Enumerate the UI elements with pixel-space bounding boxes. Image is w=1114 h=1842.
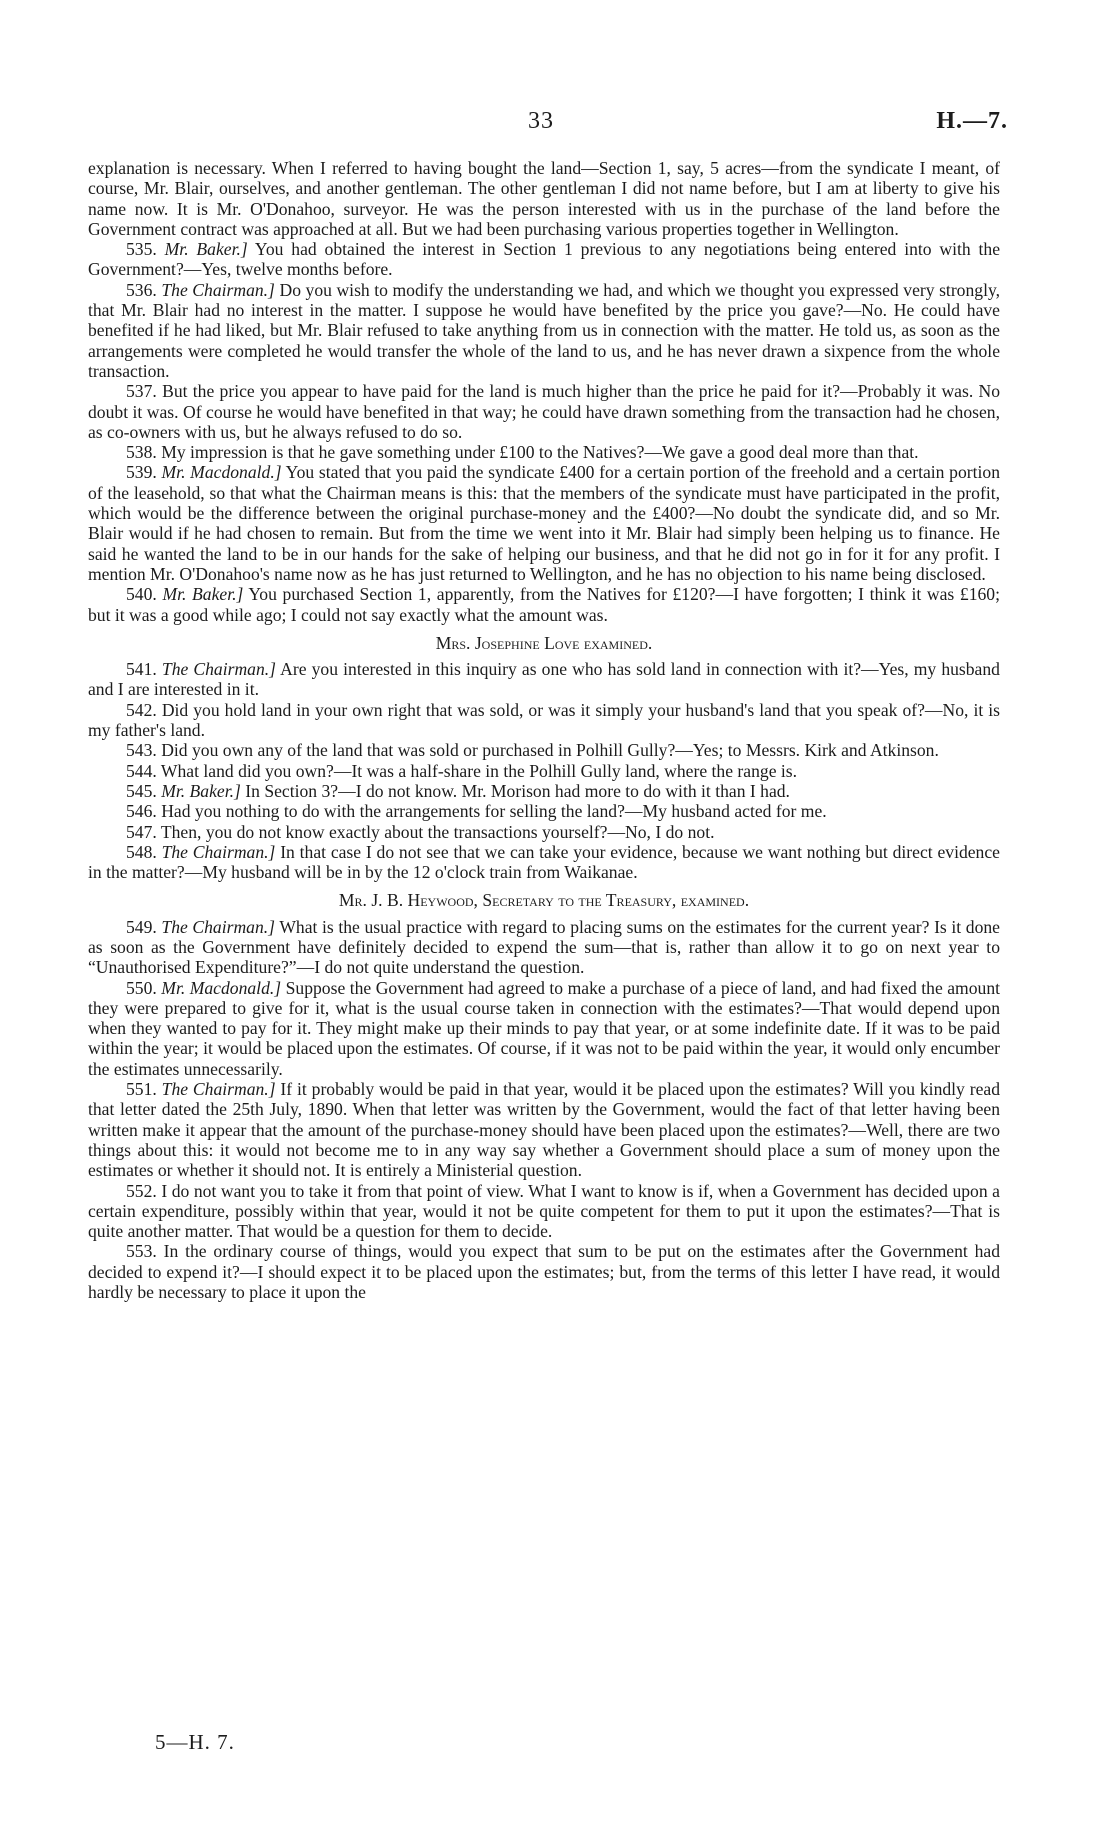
speaker: The Chairman.]: [161, 659, 277, 680]
question-number: 543.: [126, 740, 157, 761]
question-text: What is the usual practice with regard to placing sums on the estimates for the current year? Is it done as soon as the Government have definitely decided to expend the sum—that is, rather than allow it to go on next year to “Unauthorised Expenditure?”—I do not quite understand the question.: [88, 916, 1000, 978]
question-number: 552.: [126, 1180, 157, 1201]
question-text: My impression is that he gave something under £100 to the Natives?—We gave a good deal more than that.: [161, 442, 919, 463]
question-text: Had you nothing to do with the arrangements for selling the land?—My husband acted for me.: [161, 801, 827, 822]
question-text: Are you interested in this inquiry as one who has sold land in connection with it?—Yes, my husband and I are interested in it.: [88, 659, 1000, 700]
question-text: If it probably would be paid in that year, would it be placed upon the estimates? Will you kindly read that letter dated the 25th July, 1890. When that letter was written by the Government, would the fact of that letter having been written make it appear that the amount of the purchase-money should have been placed upon the estimates?—Well, there are two things about this: it would not become me to in any way say whether a Government should place a sum of money upon the estimates or whether it should not. It is entirely a Ministerial question.: [88, 1079, 1000, 1181]
question-text: Do you wish to modify the understanding we had, and which we thought you expressed very strongly, that Mr. Blair had no interest in the matter. I suppose he would have benefited by the price you gave?—No. He could have benefited if he had liked, but Mr. Blair refused to take anything from us in connection with the matter. He told us, as soon as the arrangements were completed he would transfer the whole of the land to us, and he has never drawn a sixpence from the whole transaction.: [88, 279, 1001, 381]
question-text: I do not want you to take it from that point of view. What I want to know is if, when a Government has decided upon a certain expenditure, possibly within that year, would it not be quite competent for them to put it upon the estimates?—That is quite another matter. That would be a question for them to decide.: [88, 1180, 1000, 1242]
page-number: 33: [528, 108, 554, 134]
question-number: 536.: [126, 279, 157, 300]
question-number: 541.: [126, 659, 157, 680]
paragraph-text: explanation is necessary. When I referred to having bought the land—Section 1, say, 5 acres—from the syndicate I meant, of course, Mr. Blair, ourselves, and another gentleman. The other gentleman I did not name before, but I am at liberty to give his name now. It is Mr. O'Donahoo, surveyor. He was the person interested with us in the purchase of the land before the Government contract was approached at all. But we had been purchasing various properties together in Wellington.: [88, 158, 1000, 239]
question-539: [88, 462, 1000, 584]
question-text: You purchased Section 1, apparently, from the Natives for £120?—I have forgotten; I think it was £160; but it was a good while ago; I could not say exactly what the amount was.: [88, 584, 1000, 625]
question-text: In Section 3?—I do not know. Mr. Morison had more to do with it than I had.: [245, 780, 790, 801]
speaker: Mr. Baker.]: [164, 239, 248, 260]
question-text: What land did you own?—It was a half-share in the Polhill Gully land, where the range is.: [160, 760, 798, 781]
question-number: 539.: [126, 462, 157, 483]
question-542: [88, 700, 1000, 741]
witness-heading: Mr. J. B. Heywood, Secretary to the Treasury, examined.: [338, 890, 750, 911]
question-number: 545.: [126, 780, 157, 801]
question-545: [88, 781, 1000, 801]
question-552: [88, 1181, 1000, 1242]
speaker: Mr. Baker.]: [161, 780, 241, 801]
question-number: 537.: [126, 381, 157, 402]
witness-heading: Mrs. Josephine Love examined.: [435, 632, 653, 653]
question-553: [88, 1241, 1000, 1302]
question-text: Suppose the Government had agreed to make a purchase of a piece of land, and had fixed the amount they were prepared to give for it, what is the usual course taken in connection with the estimates?—That would depend upon when they wanted to pay for it. They might make up their minds to pay that year, or at some indefinite date. If it was to be paid within the year; it would be placed upon the estimates. Of course, if it was not to be paid within the year, it would only encumber the estimates unnecessarily.: [88, 977, 1001, 1079]
question-number: 553.: [126, 1241, 157, 1262]
question-number: 544.: [126, 760, 157, 781]
question-549: [88, 917, 1000, 978]
question-548: [88, 842, 1000, 883]
question-number: 551.: [126, 1079, 157, 1100]
question-number: 542.: [126, 699, 157, 720]
question-number: 550.: [126, 977, 157, 998]
speaker: Mr. Baker.]: [162, 584, 244, 605]
question-537: [88, 381, 1000, 442]
question-text: Did you hold land in your own right that was sold, or was it simply your husband's land that you speak of?—No, it is my father's land.: [88, 699, 1000, 741]
question-550: [88, 978, 1000, 1079]
document-series-code: H.—7.: [936, 108, 1008, 134]
question-text: Did you own any of the land that was sold or purchased in Polhill Gully?—Yes; to Messrs. Kirk and Atkinson.: [161, 740, 939, 761]
question-543: [88, 740, 1000, 760]
printer-signature: 5—H. 7.: [155, 1730, 235, 1754]
question-number: 540.: [126, 584, 157, 605]
question-551: [88, 1079, 1000, 1180]
paragraph: [88, 158, 1000, 239]
question-number: 549.: [126, 916, 157, 937]
question-text: In the ordinary course of things, would you expect that sum to be put on the estimates after the Government had decided to expend it?—I should expect it to be placed upon the estimates; but, from the terms of this letter I have read, it would hardly be necessary to place it upon the: [88, 1241, 1001, 1303]
question-number: 548.: [126, 841, 157, 862]
question-546: [88, 801, 1000, 821]
question-text: In that case I do not see that we can take your evidence, because we want nothing but direct evidence in the matter?—My husband will be in by the 12 o'clock train from Waikanae.: [88, 841, 1000, 883]
question-number: 546.: [126, 801, 157, 822]
question-541: [88, 659, 1000, 700]
question-text: You stated that you paid the syndicate £400 for a certain portion of the freehold and a certain portion of the leasehold, so that what the Chairman means is this: that the members of the syndicate must have participated in the profit, which would be the difference between the original purchase-money and the £400?—No doubt the syndicate did, and so Mr. Blair would if he had chosen to remain. But from the time we went into it Mr. Blair had simply been helping us to finance. He said he wanted the land to be in our hands for the sake of helping our business, and that he did not go in for it for any profit. I mention Mr. O'Donahoo's name now as he has just returned to Wellington, and he has no objection to his name being disclosed.: [88, 462, 1000, 584]
question-number: 535.: [126, 239, 157, 260]
question-text: You had obtained the interest in Section 1 previous to any negotiations being entered into with the Government?—Yes, twelve months before.: [88, 239, 1001, 280]
question-text: Then, you do not know exactly about the transactions yourself?—No, I do not.: [160, 821, 715, 842]
speaker: Mr. Macdonald.]: [161, 977, 282, 998]
speaker: The Chairman.]: [161, 916, 276, 937]
question-547: [88, 822, 1000, 842]
question-535: [88, 239, 1000, 280]
question-540: [88, 584, 1000, 625]
question-text: But the price you appear to have paid for the land is much higher than the price he paid for it?—Probably it was. No doubt it was. Of course he would have benefited in that way; he could have drawn something from the transaction had he chosen, as co-owners with us, but he always refused to do so.: [88, 381, 1000, 442]
speaker: The Chairman.]: [161, 279, 275, 300]
speaker: Mr. Macdonald.]: [161, 462, 282, 483]
page-header: [0, 108, 1114, 140]
speaker: The Chairman.]: [161, 841, 276, 862]
body-text: [88, 158, 1000, 1302]
question-number: 547.: [126, 821, 157, 842]
question-536: [88, 280, 1000, 381]
question-544: [88, 761, 1000, 781]
speaker: The Chairman.]: [161, 1079, 276, 1100]
question-538: [88, 442, 1000, 462]
question-number: 538.: [126, 442, 157, 463]
